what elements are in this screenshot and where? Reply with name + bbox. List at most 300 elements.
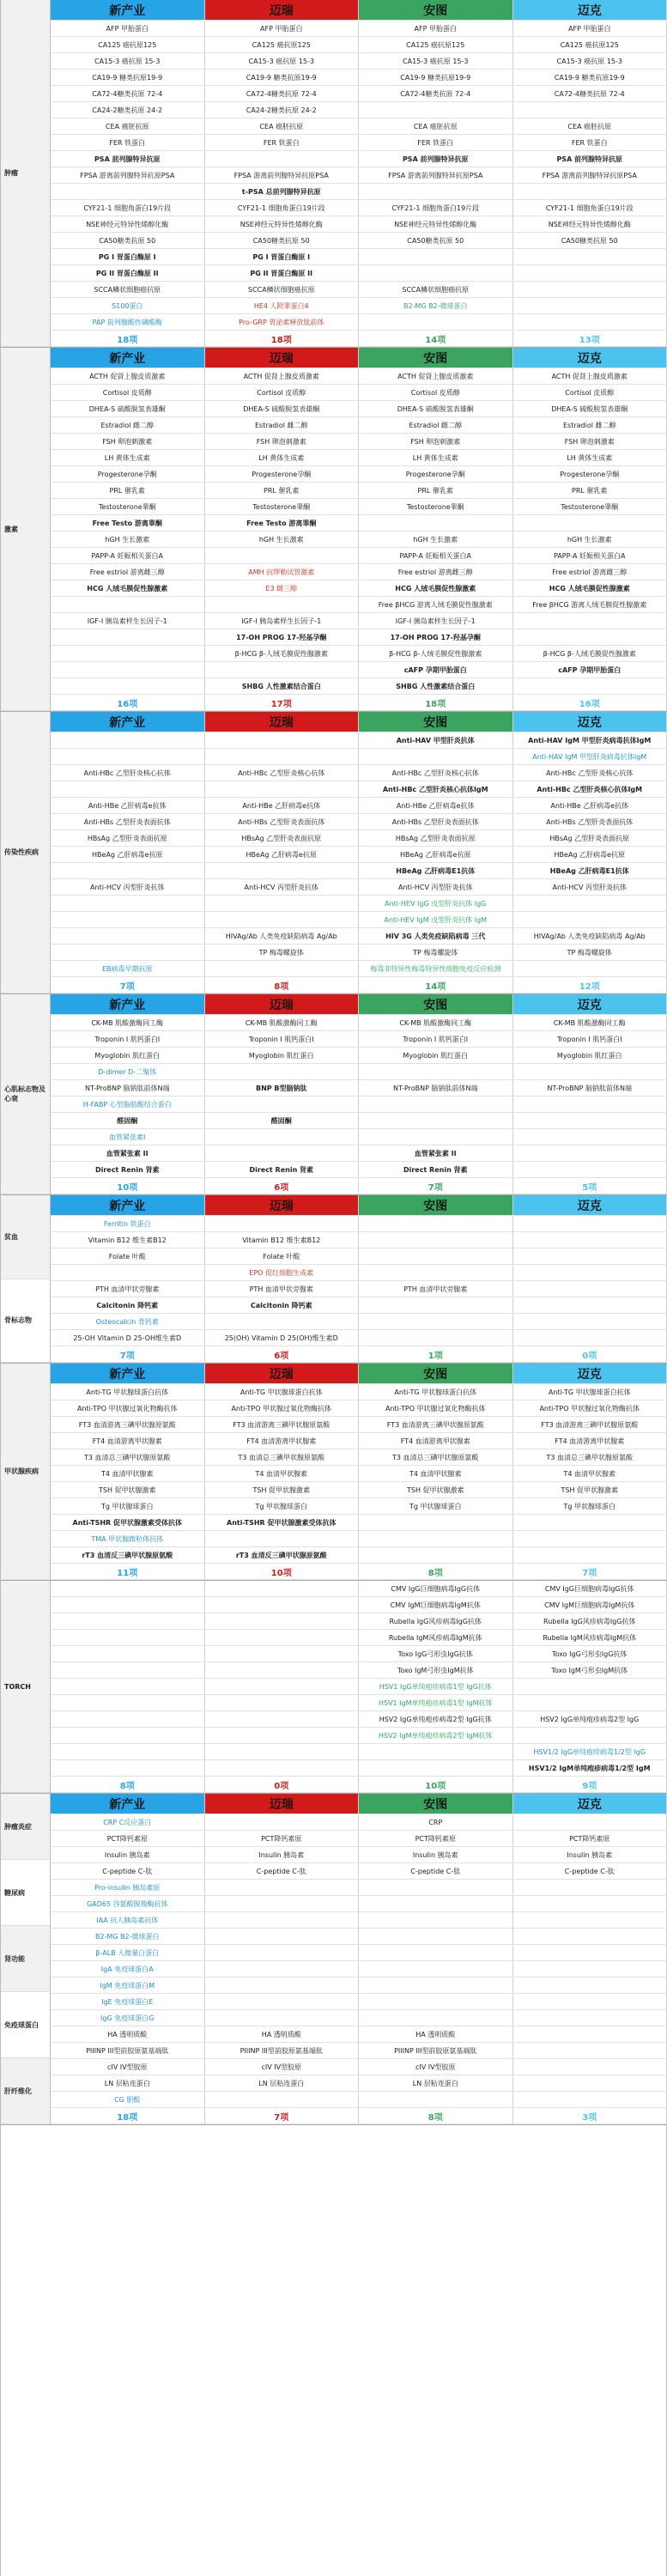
test-item: NSE神经元特异性烯醇化酶 (359, 216, 513, 232)
test-row (51, 732, 667, 749)
test-row (51, 282, 667, 298)
test-item (359, 1249, 513, 1264)
section-grid (51, 1581, 667, 1793)
test-row (51, 580, 667, 597)
section-torch (1, 1581, 667, 1794)
test-item: T3 血清总三碘甲状腺原氨酸 (513, 1449, 667, 1465)
test-item: Anti-HBc 乙型肝炎核心抗体 (513, 765, 667, 781)
test-item: SCCA鳞状细胞癌抗原 (205, 282, 360, 297)
test-item: Anti-TG 甲状腺球蛋白抗体 (359, 1384, 513, 1400)
test-item: Anti-HAV IgM 甲型肝炎病毒抗体IgM (513, 749, 667, 764)
vendor-header: 安图 (359, 712, 513, 732)
test-item: CA15-3 癌抗原 15-3 (359, 53, 513, 69)
test-item (205, 781, 360, 797)
test-item (51, 1662, 205, 1678)
test-row (51, 1613, 667, 1630)
test-item: TP 梅毒螺旋体 (359, 945, 513, 960)
test-item: CA72-4糖类抗原 72-4 (205, 86, 360, 101)
test-item: TP 梅毒螺旋体 (513, 945, 667, 960)
totals-row (51, 1564, 667, 1580)
test-item (359, 1961, 513, 1977)
test-item: IgE 免疫球蛋白E (51, 1994, 205, 2009)
test-item (513, 1728, 667, 1743)
test-row (51, 1145, 667, 1162)
test-item: PG I 胃蛋白酶原 I (51, 249, 205, 264)
test-row (51, 1711, 667, 1728)
test-item: Tg 甲状腺球蛋白 (51, 1498, 205, 1514)
test-item: Progesterone孕酮 (51, 466, 205, 482)
test-item: Insulin 胰岛素 (51, 1847, 205, 1862)
test-item: TP 梅毒螺旋体 (205, 945, 360, 960)
test-item: FT3 血清游离三碘甲状腺原氨酸 (205, 1417, 360, 1432)
test-item: Testosterone睾酮 (359, 499, 513, 514)
test-item: TMA 甲状腺微粒体抗体 (51, 1531, 205, 1546)
test-row (51, 450, 667, 466)
test-item: AMH 抗缪勒试管激素 (205, 564, 360, 580)
test-item: Anti-HBc 乙型肝炎核心抗体 (359, 765, 513, 781)
test-item: CEA 癌胚抗原 (513, 118, 667, 134)
test-item (205, 548, 360, 563)
table-end (1, 2125, 667, 2576)
test-item: PTH 血清甲状旁腺素 (205, 1281, 360, 1297)
test-item: HA 透明质酸 (51, 2026, 205, 2042)
test-item (205, 1314, 360, 1329)
test-item: Vitamin B12 维生素B12 (205, 1232, 360, 1248)
test-item (205, 1760, 360, 1776)
test-row (51, 1646, 667, 1662)
test-item: B2-MG B2-微球蛋白 (51, 1929, 205, 1944)
test-item: CEA 癌胚抗原 (359, 118, 513, 134)
test-item (359, 1896, 513, 1911)
test-item: CYF21-1 细胞角蛋白19片段 (359, 200, 513, 216)
test-item: CMV IgM巨细胞病毒IgM抗体 (513, 1597, 667, 1613)
test-row (51, 401, 667, 417)
test-row (51, 1449, 667, 1466)
test-item (513, 629, 667, 645)
test-item (513, 2092, 667, 2107)
vendor-header-row (51, 1364, 667, 1384)
test-item: Free estriol 游离雌三醇 (51, 564, 205, 580)
total-count: 8项 (205, 977, 360, 993)
test-row (51, 1097, 667, 1113)
test-item: PRL 催乳素 (51, 483, 205, 498)
test-row (51, 249, 667, 265)
test-item: Anti-HBs 乙型肝炎表面抗体 (513, 814, 667, 829)
test-item: LN 层粘连蛋白 (51, 2075, 205, 2091)
total-count: 0项 (513, 1346, 667, 1362)
test-item: B2-MG B2-微球蛋白 (359, 298, 513, 313)
test-item (205, 2092, 360, 2107)
test-item: CK-MB 肌酸激酶同工酶 (513, 1015, 667, 1030)
test-item: FT3 血清游离三碘甲状腺原氨酸 (513, 1417, 667, 1432)
test-item: Estradiol 雌二醇 (513, 417, 667, 433)
test-item (359, 1232, 513, 1248)
test-item (205, 1646, 360, 1662)
test-item: DHEA-S 硫酸脱氢表雄酮 (205, 401, 360, 416)
total-count: 12项 (513, 977, 667, 993)
test-item: DHEA-S 硫酸脱氢表雄酮 (359, 401, 513, 416)
test-row (51, 1281, 667, 1297)
test-item: CA50糖类抗原 50 (51, 233, 205, 248)
test-item: TSH 促甲状腺激素 (359, 1482, 513, 1498)
test-item (513, 1896, 667, 1911)
test-item: Progesterone孕酮 (513, 466, 667, 482)
test-item (359, 1113, 513, 1128)
test-row (51, 417, 667, 434)
test-item: CYF21-1 细胞角蛋白19片段 (513, 200, 667, 216)
test-item: Myoglobin 肌红蛋白 (359, 1048, 513, 1063)
test-item: C-peptide C-肽 (513, 1863, 667, 1879)
test-item (205, 1531, 360, 1546)
category-label: TORCH (1, 1581, 50, 1793)
test-item: rT3 血清反三碘甲状腺原氨酸 (51, 1547, 205, 1563)
test-item (205, 1097, 360, 1112)
test-item: β-HCG β-人绒毛膜促性腺激素 (513, 646, 667, 661)
test-item: Testosterone睾酮 (205, 499, 360, 514)
test-item: HCG 人绒毛膜促性腺激素 (359, 580, 513, 596)
test-item (513, 1945, 667, 1960)
test-row (51, 2026, 667, 2043)
test-item: CA125 癌抗原125 (51, 37, 205, 52)
test-item: 17-OH PROG 17-羟基孕酮 (205, 629, 360, 645)
test-item: PSA 前列腺特异抗原 (513, 151, 667, 167)
test-item: Direct Renin 肾素 (51, 1162, 205, 1177)
test-item: HIV 3G 人类免疫缺陷病毒 三代 (359, 928, 513, 944)
test-item: Tg 甲状腺球蛋白 (359, 1498, 513, 1514)
test-item (513, 2075, 667, 2091)
test-item: Folate 叶酸 (205, 1249, 360, 1264)
category-label: 肿瘤 (1, 0, 50, 347)
test-item: Estradiol 雌二醇 (51, 417, 205, 433)
test-item: NSE神经元特异性烯醇化酶 (51, 216, 205, 232)
total-count: 14项 (359, 331, 513, 346)
test-item (513, 1515, 667, 1530)
category-label: 传染性疾病 (1, 712, 50, 993)
test-row (51, 1744, 667, 1760)
test-item (51, 945, 205, 960)
vendor-header: 迈克 (513, 994, 667, 1014)
test-item: PSA 前列腺特异抗原 (51, 151, 205, 167)
test-item: cIV IV型胶原 (205, 2059, 360, 2075)
test-row (51, 1330, 667, 1346)
test-item: PIIINP III型前胶原氨基端肽 (205, 2043, 360, 2058)
test-item (513, 1314, 667, 1329)
test-item: Pro-GRP 胃泌素释放肽前体 (205, 314, 360, 330)
test-item: cAFP 孕期甲胎蛋白 (513, 662, 667, 677)
test-row (51, 265, 667, 282)
test-item: GAD65 谷氨酸脱羧酶抗体 (51, 1896, 205, 1911)
test-item: Anti-TPO 甲状腺过氧化物酶抗体 (359, 1400, 513, 1416)
test-item: Anti-HEV IgG 戊型肝炎抗体 IgG (359, 896, 513, 911)
test-item: Anti-HCV 丙型肝炎抗体 (359, 879, 513, 895)
test-row (51, 233, 667, 249)
test-item (513, 1547, 667, 1563)
test-item (51, 1646, 205, 1662)
test-item (359, 1744, 513, 1759)
totals-row (51, 1777, 667, 1793)
test-item: hGH 生长激素 (205, 532, 360, 547)
test-item: PCT降钙素原 (513, 1831, 667, 1846)
test-row (51, 814, 667, 830)
total-count: 7项 (513, 1564, 667, 1579)
test-row (51, 298, 667, 314)
test-item: T4 血清甲状腺素 (205, 1466, 360, 1481)
test-item: Anti-TPO 甲状腺过氧化物酶抗体 (205, 1400, 360, 1416)
test-item: Direct Renin 肾素 (359, 1162, 513, 1177)
test-item: HBeAg 乙肝病毒e抗原 (51, 847, 205, 862)
test-item (359, 1064, 513, 1079)
test-row (51, 1297, 667, 1314)
test-item: HBeAg 乙肝病毒E1抗体 (359, 863, 513, 878)
total-count: 10项 (205, 1564, 360, 1579)
test-item: TSH 促甲状腺激素 (513, 1482, 667, 1498)
test-row (51, 385, 667, 401)
test-item (205, 912, 360, 927)
test-item (51, 781, 205, 797)
total-count: 10项 (359, 1777, 513, 1792)
test-item: NT-ProBNP 脑钠肽前体N端 (513, 1080, 667, 1096)
test-item (359, 1994, 513, 2009)
test-row (51, 1581, 667, 1597)
test-item (513, 102, 667, 118)
test-item (359, 102, 513, 118)
test-row (51, 961, 667, 977)
vendor-header-row (51, 994, 667, 1015)
test-item (205, 1630, 360, 1645)
test-item (513, 1162, 667, 1177)
test-item: E3 雌三醇 (205, 580, 360, 596)
total-count: 18项 (205, 331, 360, 346)
test-item: CA50糖类抗原 50 (359, 233, 513, 248)
test-item (51, 1265, 205, 1280)
test-item: 25(OH) Vitamin D 25(OH)维生素D (205, 1330, 360, 1346)
test-item (205, 749, 360, 764)
category-label: 肿瘤炎症 (1, 1794, 50, 1860)
test-item (513, 2043, 667, 2058)
test-item (205, 896, 360, 911)
test-item: TSH 促甲状腺激素 (205, 1482, 360, 1498)
test-item: LH 黄体生成素 (513, 450, 667, 465)
test-item: Progesterone孕酮 (205, 466, 360, 482)
test-item: ACTH 促肾上腺皮质激素 (205, 368, 360, 384)
test-row (51, 1031, 667, 1048)
test-item: PTH 血清甲状旁腺素 (359, 1281, 513, 1297)
test-item (359, 1265, 513, 1280)
test-item: t-PSA 总前列腺特异抗原 (205, 184, 360, 199)
test-item: HCG 人绒毛膜促性腺激素 (513, 580, 667, 596)
test-item: HSV1 IgG单纯疱疹病毒1型 IgG抗体 (359, 1679, 513, 1694)
test-item (51, 1711, 205, 1727)
test-item (359, 1330, 513, 1346)
test-item (513, 1281, 667, 1297)
test-row (51, 781, 667, 798)
section-category (1, 348, 51, 711)
test-item: Insulin 胰岛素 (359, 1847, 513, 1862)
test-item (205, 662, 360, 677)
test-row (51, 1515, 667, 1531)
section-infectious (1, 712, 667, 994)
vendor-header: 迈瑞 (205, 1195, 360, 1215)
test-row (51, 1249, 667, 1265)
test-row (51, 532, 667, 548)
category-label: 骨标志物 (1, 1279, 50, 1364)
total-count: 17项 (205, 695, 360, 710)
test-item: IGF-I 胰岛素样生长因子-1 (359, 613, 513, 629)
test-item (51, 646, 205, 661)
test-item: Anti-TPO 甲状腺过氧化物酶抗体 (513, 1400, 667, 1416)
test-item: Anti-HBs 乙型肝炎表面抗体 (51, 814, 205, 829)
test-item: Estradiol 雌二醇 (359, 417, 513, 433)
test-row (51, 135, 667, 151)
test-item: SCCA鳞状细胞癌抗原 (359, 282, 513, 297)
test-item: CRP (359, 1814, 513, 1830)
test-item: CMV IgG巨细胞病毒IgG抗体 (513, 1581, 667, 1596)
test-item (513, 1216, 667, 1231)
total-count: 18项 (51, 2108, 205, 2123)
test-item: CA125 癌抗原125 (359, 37, 513, 52)
test-row (51, 945, 667, 961)
test-row (51, 70, 667, 86)
test-item: Anti-HBe 乙肝病毒e抗体 (205, 798, 360, 813)
test-item (513, 1330, 667, 1346)
test-item (513, 678, 667, 694)
test-item (513, 265, 667, 281)
test-row (51, 1896, 667, 1912)
test-item: CYF21-1 细胞角蛋白19片段 (205, 200, 360, 216)
test-item (513, 896, 667, 911)
test-item (359, 1216, 513, 1231)
test-row (51, 597, 667, 613)
test-item: Anti-TSHR 促甲状腺激素受体抗体 (51, 1515, 205, 1530)
vendor-header: 新产业 (51, 712, 205, 732)
test-item (513, 298, 667, 313)
vendor-header: 新产业 (51, 1794, 205, 1814)
test-row (51, 1015, 667, 1031)
test-item: Anti-TG 甲状腺球蛋白抗体 (51, 1384, 205, 1400)
test-item: Myoglobin 肌红蛋白 (51, 1048, 205, 1063)
test-item: Toxo IgG弓形虫IgG抗体 (513, 1646, 667, 1662)
section-category (1, 0, 51, 347)
test-item (513, 1695, 667, 1710)
test-row (51, 1961, 667, 1978)
test-item: PCT降钙素原 (359, 1831, 513, 1846)
test-item: hGH 生长激素 (513, 532, 667, 547)
test-item: PAPP-A 妊娠相关蛋白A (359, 548, 513, 563)
test-item (51, 1744, 205, 1759)
test-item: T3 血清总三碘甲状腺原氨酸 (205, 1449, 360, 1465)
test-item (205, 1613, 360, 1629)
vendor-header: 安图 (359, 1364, 513, 1383)
total-count: 9项 (513, 1777, 667, 1792)
test-item (51, 678, 205, 694)
test-item: HSV2 IgM单纯疱疹病毒2型 IgM抗体 (359, 1728, 513, 1743)
test-item (51, 912, 205, 927)
total-count: 16项 (513, 695, 667, 710)
test-item: T4 血清甲状腺素 (359, 1466, 513, 1481)
test-row (51, 2075, 667, 2092)
test-row (51, 1216, 667, 1232)
test-row (51, 483, 667, 499)
test-item: β-HCG β-人绒毛膜促性腺激素 (205, 646, 360, 661)
test-item (513, 1113, 667, 1128)
test-item (205, 597, 360, 612)
test-item: CA50糖类抗原 50 (513, 233, 667, 248)
total-count: 5项 (513, 1178, 667, 1194)
totals-row (51, 2108, 667, 2124)
test-item: FSH 卵泡刺激素 (51, 434, 205, 449)
test-item: Cortisol 皮质醇 (359, 385, 513, 400)
test-row (51, 216, 667, 233)
test-item: HBeAg 乙肝病毒E1抗体 (513, 863, 667, 878)
total-count: 14项 (359, 977, 513, 993)
test-item: β-HCG β-人绒毛膜促性腺激素 (359, 646, 513, 661)
test-row (51, 1433, 667, 1449)
vendor-header: 迈瑞 (205, 712, 360, 732)
test-item: Anti-HBe 乙肝病毒e抗体 (51, 798, 205, 813)
test-item (51, 749, 205, 764)
test-item: hGH 生长激素 (51, 532, 205, 547)
test-item (205, 1064, 360, 1079)
test-item: FT4 血清游离甲状腺素 (51, 1433, 205, 1449)
test-item: PIIINP III型前胶原氨基端肽 (51, 2043, 205, 2058)
test-row (51, 749, 667, 765)
test-item: FSH 卵泡刺激素 (359, 434, 513, 449)
test-row (51, 1384, 667, 1400)
test-item (205, 1129, 360, 1145)
category-label: 贫血 (1, 1195, 50, 1279)
test-row (51, 1466, 667, 1482)
section-category (1, 1195, 51, 1363)
total-count: 13项 (513, 331, 667, 346)
test-item (359, 1531, 513, 1546)
section-category (1, 712, 51, 993)
test-item: Anti-HBs 乙型肝炎表面抗体 (359, 814, 513, 829)
test-row (51, 1232, 667, 1249)
test-item (513, 1249, 667, 1264)
test-item: D-dimer D-二聚体 (51, 1064, 205, 1079)
test-item: ACTH 促肾上腺皮质激素 (513, 368, 667, 384)
total-count: 7项 (51, 1346, 205, 1362)
test-item: BNP B型脑钠肽 (205, 1080, 360, 1096)
test-row (51, 1531, 667, 1547)
test-item: Folate 叶酸 (51, 1249, 205, 1264)
test-item: HBeAg 乙肝病毒e抗原 (205, 847, 360, 862)
test-row (51, 765, 667, 781)
test-item: SHBG 人性激素结合蛋白 (359, 678, 513, 694)
test-item (359, 1129, 513, 1145)
test-item: CA15-3 癌抗原 15-3 (205, 53, 360, 69)
test-item (205, 1978, 360, 1993)
test-row (51, 564, 667, 580)
test-item: PCT降钙素原 (205, 1831, 360, 1846)
test-item: 醛固酮 (205, 1113, 360, 1128)
test-item (359, 1945, 513, 1960)
test-item (359, 1297, 513, 1313)
test-item: PAPP-A 妊娠相关蛋白A (513, 548, 667, 563)
test-item: Anti-HCV 丙型肝炎抗体 (513, 879, 667, 895)
test-item: Anti-HBe 乙肝病毒e抗体 (513, 798, 667, 813)
test-item (513, 613, 667, 629)
test-row (51, 1314, 667, 1330)
test-row (51, 1695, 667, 1711)
test-item: Toxo IgM弓形虫IgM抗体 (513, 1662, 667, 1678)
vendor-header: 新产业 (51, 0, 205, 20)
test-item: HA 透明质酸 (205, 2026, 360, 2042)
test-item (205, 1662, 360, 1678)
test-item (205, 2010, 360, 2026)
test-item (205, 1728, 360, 1743)
test-item (51, 928, 205, 944)
